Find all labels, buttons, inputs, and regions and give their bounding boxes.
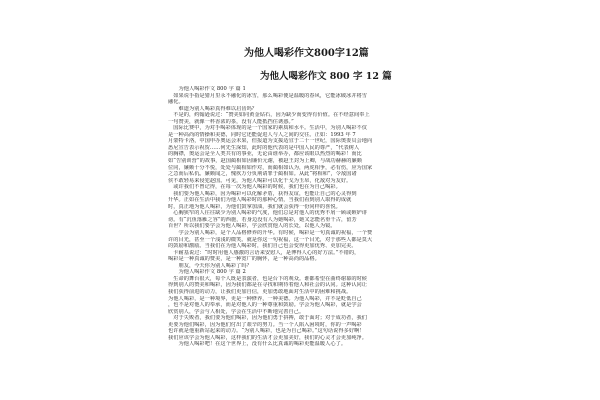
text-line: 月蒙特卡洛，中国申办奥运会未果，但报道为支援适宜于二十一世纪，国际奥委员会地向 — [168, 138, 373, 145]
text-line: 得到别人的赞美和喝彩，因为我们都是在寻找和期待着他人和社会的认同。这种认同让 — [168, 282, 368, 289]
text-line: 是一种高尚的情操和美德，同时它还能促进人与人之间的交往。正如：1993 年 7 — [168, 131, 356, 138]
text-line: 生命的舞台很大，每个人既是表演者，也是台下的观众。谁都希望在曲终谢幕的时候 — [168, 275, 368, 282]
text-line: 更要为他们喝彩，因为他们付出了艰辛的努力。当一个人陷入困境时，你的一声喝彩 — [168, 321, 362, 328]
document-page — [168, 38, 424, 400]
text-line: 的胸襟，奥运会是全人类共有的事业，无论由谁举办，都应该眼以热烈的喝彩！而比 — [168, 151, 362, 158]
text-line: 之急而后私仇。廉颇闻之，愧疚万分负荆请罪于蔺相如。从此“将相和”，令敌国诸 — [168, 171, 357, 178]
text-line: 为他人喝彩作文 800 字 篇 2 — [168, 269, 246, 276]
text-line: 国际比赛中，为对手喝彩体现的是一个国家的素质和水平。生活中，为别人喝彩不仅 — [168, 125, 368, 132]
text-line: 卡耐基说过：“时时用他人感激的言语来安慰人，是博得人心的好方法。”不错的， — [168, 249, 360, 256]
page-title: 为他人喝彩作文800字12篇 — [244, 48, 369, 59]
text-line: 如“告别训营”的故事，赵国蔺相如因廉价元谢，被赵王封为上卿，与战功赫赫的廉颇 — [168, 158, 362, 165]
text-line: 我们要为他人喝彩，因为喝彩可以化解矛盾，获得友谊，也能让自己的心灵得到 — [168, 190, 357, 197]
text-line: 我们应该学会为他人喝彩，这样我们的生活才会更加美好，我们的心灵才会更加纯净。 — [168, 334, 368, 341]
document-body — [168, 86, 424, 348]
text-line: 我们获得前进的动力，让我们更加自信，更加勇敢地面对生活中的困难和挑战。 — [168, 288, 352, 295]
text-line: 许的目光，甚至一个浅浅的微笑。就是你这一句祝福，这一个目光，对于那些人都是莫大 — [168, 236, 373, 243]
text-line: 喝彩是一种真诚的赞美，是一种宽广的胸怀，是一种高尚的品格。 — [168, 256, 320, 263]
text-line: 欣赏别人，学会与人相处，学会在生活中不断地完善自己。 — [168, 308, 305, 315]
text-line: 为他人喝彩作文 800 字 篇 1 — [168, 86, 246, 92]
text-line: 位同，廉颇十分不悦，处处与蔺相如作对，而蔺相如认为，两虎相争，必有伤，应为国家 — [168, 164, 373, 171]
text-line: 心胸狭窄的人往往缺少为别人喝彩的气度，他们总是对他人的优秀不屑一顾或嫉妒诽 — [168, 210, 368, 217]
text-line: 或许我们不曾记得，在每一次为他人喝彩的时候，我们也在为自己喝彩。 — [168, 184, 341, 191]
text-line: 融化。 — [168, 99, 184, 106]
text-line: 朋友，今天你为别人喝彩了吗？ — [168, 262, 252, 269]
text-line: 百世？所以我们要学会为他人喝彩，学会欣赏他人的长处，以他人为镜。 — [168, 223, 336, 230]
text-line: 谤。有“沉鱼落雁之容”的西施，若身边没有人为她喝彩，她又怎能名垂千古，留芳 — [168, 216, 357, 223]
text-line: 如果说手指是猎月里永不融化的冰雪，那么喝彩便是温暖的春风，它能冰破冰并将雪 — [168, 92, 368, 99]
text-line: 为他人喝彩吧！在这个世界上，没有什么比真诚的喝彩更能温暖人心了。 — [168, 341, 347, 348]
text-line: 的鼓励和激励。当我们在为他人喝彩时，我们自己也会变得更加优秀、更加完美。 — [168, 243, 357, 250]
text-line: 升华。正如在生活中我们为他人喝彩时的那种心情，当我们看到别人取得的成就 — [168, 197, 352, 204]
text-line: 侯不敢轻易来侵犯赵国。可见，为他人喝彩可以化干戈为玉帛，化敌对为友好。 — [168, 177, 352, 184]
text-line: ，也不是对他人的奉承，而是对他人的一种尊重和鼓励。学会为他人喝彩，就是学会 — [168, 302, 362, 309]
text-line: 一句赞美，就像一杯香浓的茶，没有人能抵挡住诱惑。” — [168, 118, 294, 125]
text-line: 也许就是他重新站起来的动力。“为别人喝彩，也是为自己喝彩。”这句话说得多好啊！ — [168, 328, 365, 335]
text-line: 对于失败者，我们要为他们喝彩，因为他们勇于拼搏，敢于面对；对于成功者，我们 — [168, 315, 368, 322]
text-line: 不是的，约翰逊说过：“赞美如同黄金钻石，因为缺少而变得有价值。在不经意间奉上 — [168, 112, 370, 119]
document-heading: 为他人喝彩作文 800 字 12 篇 — [260, 71, 392, 82]
text-line: 为他人喝彩，是一种境界，更是一种修养，一种美德。为他人喝彩，并不是贬低自己 — [168, 295, 362, 302]
text-line: 难道为别人喝彩真得难以启齿吗？ — [168, 105, 258, 112]
text-line: 时，真正地为他人喝彩，为他们鼓掌加油，我们就会获得一份同样的喜悦。 — [168, 203, 341, 210]
text-line: 悉尼宣告表示祝贺……何先生深知，此时的他代表的是中国人民的尊严，“代表树人 — [168, 144, 360, 151]
text-line: 学会为别人喝彩，是个人品格修养的升华。有时候，喝彩是一句真诚的祝福，一个赞 — [168, 230, 373, 237]
